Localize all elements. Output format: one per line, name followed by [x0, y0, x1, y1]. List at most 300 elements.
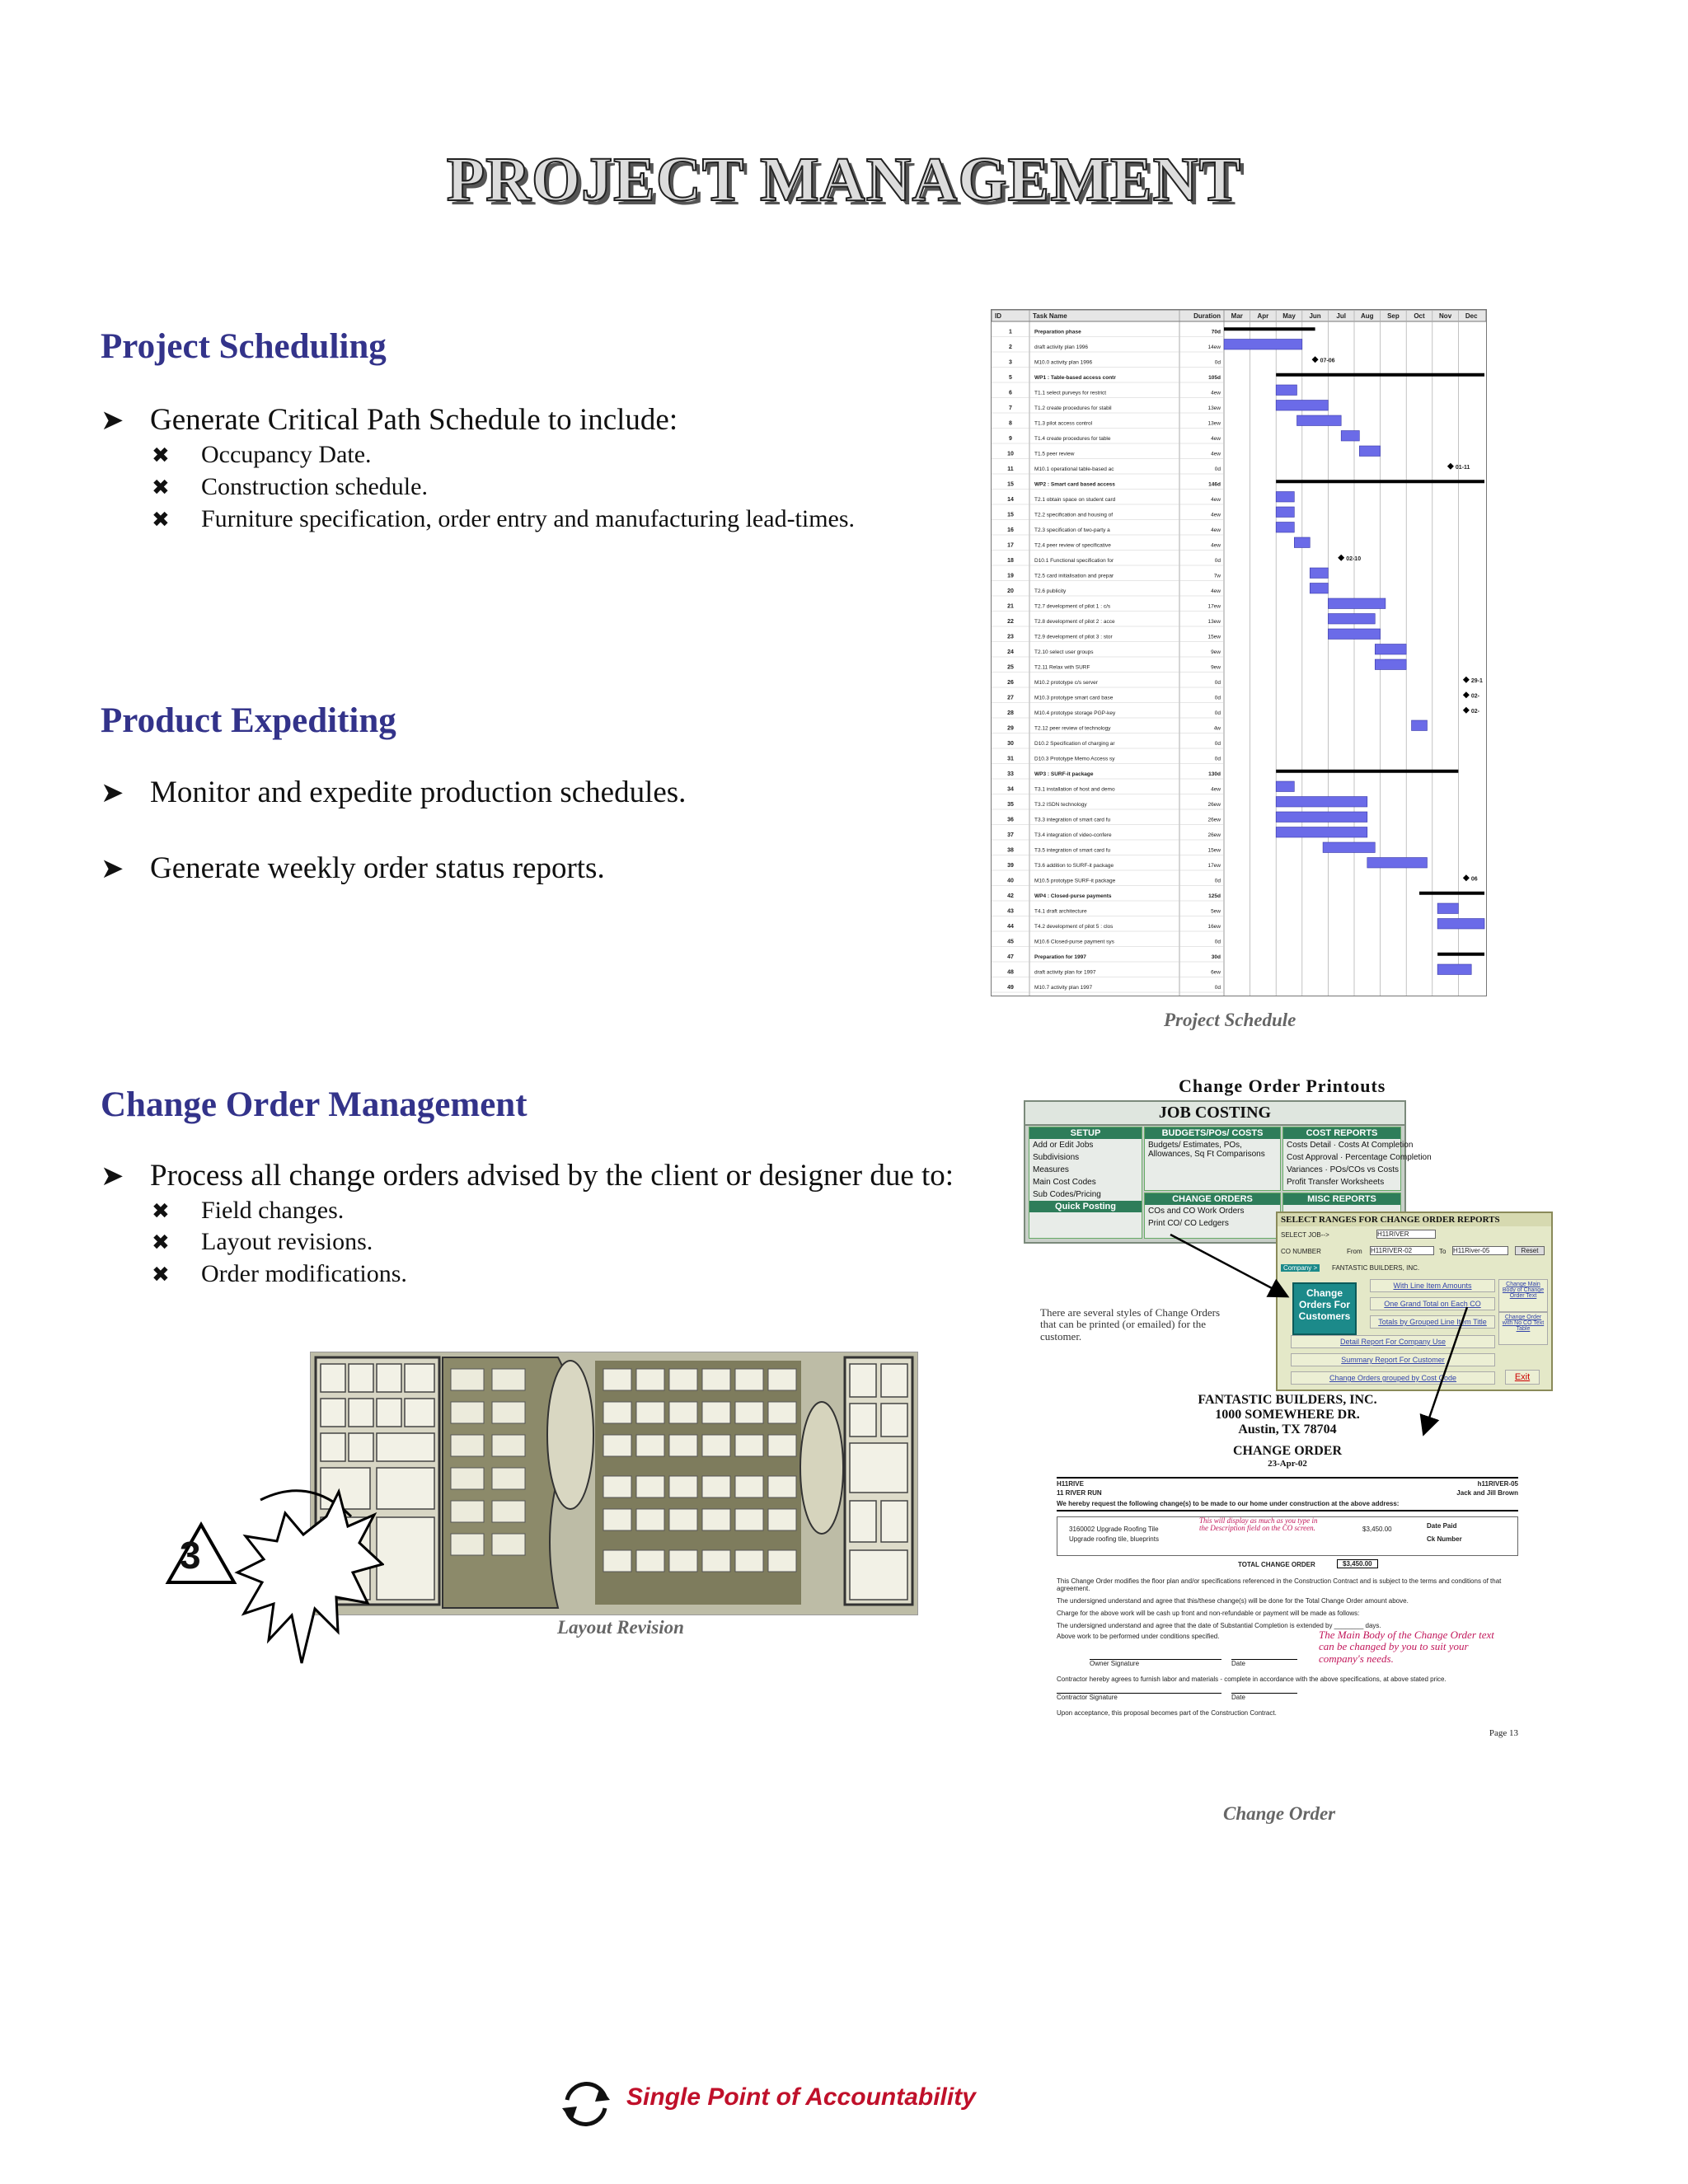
gantt-row-id: 43: [1007, 908, 1014, 915]
x-bullet-icon: ✖: [152, 1199, 170, 1223]
gantt-task-name: M10.2 prototype c/s server: [1034, 680, 1098, 686]
gantt-row-id: 42: [1007, 893, 1014, 899]
x-bullet-icon: ✖: [152, 443, 170, 467]
change-order-document: [1057, 1393, 1518, 1805]
gantt-task-bar: [1412, 720, 1428, 731]
gantt-summary-bar: [1276, 480, 1484, 483]
gantt-row-id: 30: [1007, 741, 1014, 747]
styles-note: There are several styles of Change Orders that can be printed (or emailed) for the customer.: [1040, 1306, 1221, 1343]
para-6: Contractor hereby agrees to furnish labor and materials - complete in accordance with the above specifications, at above stated price.: [1057, 1675, 1447, 1683]
gantt-task-name: T2.10 select user groups: [1034, 649, 1094, 655]
gantt-task-name: T2.9 development of pilot 3 : stor: [1034, 634, 1113, 640]
gantt-task-bar: [1276, 507, 1294, 518]
para-1: This Change Order modifies the floor plan and/or specifications referenced in the Construction Contract and is subject to the terms and conditions of that agreement.: [1057, 1577, 1502, 1592]
gantt-duration: 4ew: [1211, 542, 1221, 549]
cost-report-item[interactable]: Cost Approval · Percentage Completion: [1287, 1153, 1432, 1162]
gantt-row-id: 10: [1007, 451, 1014, 457]
gantt-milestone-marker: [1463, 707, 1470, 714]
expediting-bullet-2: ➤ Generate weekly order status reports.: [101, 851, 605, 885]
expediting-bullet-1: ➤ Monitor and expedite production schedules.: [101, 776, 687, 809]
cost-report-item[interactable]: Variances · POs/COs vs Costs: [1287, 1165, 1399, 1174]
gantt-task-name: draft activity plan for 1997: [1034, 969, 1096, 976]
owner-signature: Owner Signature: [1090, 1659, 1221, 1667]
line-item: 3160002 Upgrade Roofing Tile: [1069, 1526, 1159, 1533]
budgets-button[interactable]: Budgets/ Estimates, POs, Allowances, Sq Ft Comparisons: [1148, 1141, 1265, 1159]
scheduling-sub-2: ✖ Construction schedule.: [152, 473, 428, 500]
gantt-duration: 0d: [1214, 558, 1221, 564]
gantt-duration-header: Duration: [1193, 312, 1221, 320]
gantt-task-name: T3.4 integration of video-confere: [1034, 832, 1112, 838]
gantt-milestone-label: 06: [1470, 876, 1478, 883]
gantt-duration: 13ew: [1207, 619, 1221, 625]
gantt-task-bar: [1328, 614, 1375, 625]
arrow-bullet-icon: ➤: [101, 1161, 124, 1192]
gantt-task-name: M10.7 activity plan 1997: [1034, 985, 1093, 991]
para-7: Upon acceptance, this proposal becomes part of the Construction Contract.: [1057, 1709, 1277, 1717]
gantt-task-bar: [1437, 964, 1471, 975]
summary-report-button[interactable]: Summary Report For Customer: [1291, 1353, 1495, 1366]
expediting-heading: Product Expediting: [101, 701, 396, 740]
gantt-task-name: T2.6 publicity: [1034, 588, 1067, 594]
gantt-task-bar: [1328, 598, 1386, 609]
gantt-task-name: T2.1 obtain space on student card: [1034, 497, 1116, 503]
gantt-milestone-label: 29-1: [1470, 677, 1483, 684]
page-number: Page 13: [1489, 1728, 1518, 1738]
grouped-title-button[interactable]: Totals by Grouped Line Item Title: [1370, 1315, 1495, 1329]
gantt-duration: 4ew: [1211, 512, 1221, 518]
gantt-row-id: 38: [1007, 847, 1014, 854]
gantt-duration: 7w: [1213, 573, 1221, 579]
gantt-month-label: Apr: [1257, 312, 1269, 320]
document-title: CHANGE ORDER: [1232, 1444, 1342, 1458]
ck-number-label: Ck Number: [1427, 1535, 1462, 1543]
company-address-1: 1000 SOMEWHERE DR.: [1215, 1408, 1360, 1422]
gantt-row-id: 20: [1007, 588, 1014, 594]
gantt-row-id: 31: [1007, 756, 1014, 762]
gantt-task-bar: [1294, 537, 1310, 548]
gantt-task-bar: [1367, 858, 1428, 869]
gantt-task-name: WP4 : Closed-purse payments: [1034, 893, 1112, 899]
gantt-row-id: 39: [1007, 863, 1014, 869]
company-address-2: Austin, TX 78704: [1238, 1422, 1337, 1436]
gantt-task-name: M10.6 Closed-purse payment sys: [1034, 939, 1114, 945]
arrow-bullet-icon: ➤: [101, 778, 124, 808]
gantt-id-header: ID: [995, 312, 1001, 320]
gantt-duration: 125d: [1208, 893, 1221, 899]
setup-item[interactable]: Main Cost Codes: [1033, 1178, 1096, 1187]
gantt-task-bar: [1359, 446, 1380, 457]
contractor-date: Date: [1231, 1693, 1297, 1701]
gantt-duration: 4ew: [1211, 390, 1221, 396]
line-amount: $3,450.00: [1362, 1526, 1392, 1533]
select-job-label: SELECT JOB-->: [1281, 1231, 1329, 1239]
gantt-duration: 0d: [1214, 695, 1221, 701]
scheduling-heading: Project Scheduling: [101, 327, 387, 366]
gantt-task-name: T2.5 card initialisation and prepar: [1034, 573, 1114, 579]
line-item-sub: Upgrade roofing tile, blueprints: [1069, 1535, 1159, 1543]
budgets-panel: [1144, 1127, 1281, 1191]
gantt-task-name: T3.5 integration of smart card fu: [1034, 847, 1111, 854]
gantt-row-id: 5: [1009, 375, 1012, 381]
job-code: H11RIVE: [1057, 1480, 1084, 1488]
gantt-task-name: D10.3 Prototype Memo Access sy: [1034, 756, 1115, 762]
change-order-sub-3: ✖ Order modifications.: [152, 1260, 407, 1287]
gantt-milestone-label: 02-: [1470, 708, 1480, 715]
gantt-duration: 17ew: [1207, 863, 1221, 869]
grouped-cost-code-button[interactable]: Change Orders grouped by Cost Code: [1291, 1371, 1495, 1385]
gantt-task-name: WP3 : SURF-it package: [1034, 771, 1094, 777]
printouts-title: Change Order Printouts: [1179, 1076, 1386, 1096]
scheduling-sub-1: ✖ Occupancy Date.: [152, 441, 372, 468]
gantt-task-name: T2.7 development of pilot 1 : c/s: [1034, 603, 1111, 610]
gantt-task-name: WP2 : Smart card based access: [1034, 481, 1115, 488]
gantt-row-id: 29: [1007, 725, 1014, 732]
gantt-task-name: T2.4 peer review of specificative: [1034, 542, 1111, 549]
gantt-task-name: M10.1 operational table-based ac: [1034, 466, 1114, 472]
gantt-duration: 146d: [1208, 481, 1221, 488]
gantt-duration: 0d: [1214, 710, 1221, 716]
gantt-task-name: T3.3 integration of smart card fu: [1034, 817, 1111, 823]
change-order-sub-2: ✖ Layout revisions.: [152, 1228, 373, 1255]
gantt-milestone-label: 02-10: [1346, 555, 1362, 562]
exit-button[interactable]: Exit: [1505, 1370, 1540, 1385]
gantt-row-id: 7: [1009, 405, 1012, 411]
co-code: h11RIVER-05: [1477, 1480, 1518, 1488]
description-note: This will display as much as you type in the Description field on the CO screen.: [1199, 1516, 1318, 1533]
gantt-month-label: Sep: [1387, 312, 1400, 320]
gantt-row-id: 17: [1007, 542, 1014, 549]
gantt-duration: 0d: [1214, 756, 1221, 762]
gantt-row-id: 44: [1007, 924, 1014, 930]
gantt-duration: 13ew: [1207, 420, 1221, 427]
co-number-label: CO NUMBER: [1281, 1248, 1321, 1255]
change-order-caption: Change Order: [1223, 1803, 1336, 1824]
gantt-task-name: D10.2 Specification of charging ar: [1034, 741, 1115, 747]
gantt-duration: 9ew: [1211, 649, 1221, 655]
gantt-milestone-marker: [1463, 677, 1470, 683]
gantt-duration: 130d: [1208, 771, 1221, 777]
gantt-task-name: T1.3 pilot access control: [1034, 420, 1093, 427]
gantt-month-label: Jul: [1336, 312, 1346, 320]
arrow-bullet-icon: ➤: [101, 405, 124, 436]
gantt-task-name: T1.4 create procedures for table: [1034, 436, 1111, 442]
gantt-row-id: 24: [1007, 649, 1014, 655]
company-name: FANTASTIC BUILDERS, INC.: [1198, 1393, 1377, 1407]
gantt-task-bar: [1341, 431, 1359, 442]
gantt-task-name: T1.1 select purveys for restrict: [1034, 390, 1107, 396]
gantt-task-bar: [1276, 812, 1367, 823]
gantt-duration: 0d: [1214, 466, 1221, 472]
company-value: FANTASTIC BUILDERS, INC.: [1332, 1264, 1420, 1272]
gantt-duration: 0d: [1214, 359, 1221, 366]
gantt-task-name: Preparation for 1997: [1034, 954, 1086, 960]
gantt-milestone-marker: [1338, 555, 1344, 561]
gantt-month-label: Oct: [1414, 312, 1425, 320]
gantt-duration: 15ew: [1207, 634, 1221, 640]
gantt-row-id: 15: [1007, 481, 1014, 488]
setup-item[interactable]: Sub Codes/Pricing: [1033, 1190, 1101, 1199]
para-5: Above work to be performed under conditions specified.: [1057, 1633, 1220, 1640]
gantt-task-name: M10.5 prototype SURF-it package: [1034, 878, 1116, 884]
gantt-month-label: Mar: [1231, 312, 1243, 320]
gantt-milestone-marker: [1463, 691, 1470, 698]
gantt-month-label: Jun: [1309, 312, 1321, 320]
gantt-summary-bar: [1437, 953, 1484, 956]
date-paid-label: Date Paid: [1427, 1522, 1457, 1530]
detail-report-button[interactable]: Detail Report For Company Use: [1291, 1335, 1495, 1348]
gantt-task-name: WP1 : Table-based access contr: [1034, 375, 1116, 381]
gantt-milestone-label: 07-06: [1320, 358, 1335, 364]
x-bullet-icon: ✖: [152, 476, 170, 499]
gantt-row-id: 11: [1007, 466, 1014, 472]
gantt-milestone-marker: [1463, 874, 1470, 881]
gantt-duration: 0d: [1214, 878, 1221, 884]
arrow-bullet-icon: ➤: [101, 854, 124, 884]
layout-caption: Layout Revision: [557, 1617, 684, 1638]
from-label: From: [1347, 1248, 1362, 1255]
page-title: PROJECT MANAGEMENT: [446, 145, 1242, 214]
misc-reports-header: MISC REPORTS: [1283, 1193, 1400, 1205]
gantt-task-bar: [1437, 919, 1484, 930]
gantt-row-id: 15: [1007, 512, 1014, 518]
gantt-row-id: 35: [1007, 802, 1014, 808]
gantt-duration: 26ew: [1207, 817, 1221, 823]
gantt-milestone-marker: [1447, 463, 1454, 470]
to-label: To: [1439, 1248, 1447, 1255]
cost-reports-header: COST REPORTS: [1283, 1127, 1400, 1139]
gantt-duration: 4ew: [1211, 588, 1221, 594]
owner-date: Date: [1231, 1659, 1297, 1667]
cost-reports-panel: [1282, 1127, 1432, 1191]
project-schedule-gantt: [991, 309, 1487, 996]
gantt-duration: 0d: [1214, 939, 1221, 945]
gantt-task-bar: [1276, 401, 1328, 411]
gantt-row-id: 14: [1007, 497, 1014, 503]
cost-report-item[interactable]: Costs Detail · Costs At Completion: [1287, 1141, 1414, 1150]
para-4: The undersigned understand and agree that the date of Substantial Completion is extended by ________ days.: [1057, 1622, 1381, 1629]
gantt-row-id: 16: [1007, 527, 1014, 533]
gantt-summary-bar: [1224, 327, 1315, 330]
gantt-duration: 0d: [1214, 680, 1221, 686]
gantt-duration: 9ew: [1211, 664, 1221, 671]
gantt-duration: 4ew: [1211, 527, 1221, 533]
cycle-arrows-icon: [557, 2075, 615, 2133]
with-line-item-button[interactable]: With Line Item Amounts: [1370, 1279, 1495, 1292]
cos-work-orders-button[interactable]: COs and CO Work Orders: [1148, 1207, 1245, 1216]
gantt-duration: 16ew: [1207, 924, 1221, 930]
x-bullet-icon: ✖: [152, 1230, 170, 1254]
layout-badge-number: 3: [180, 1534, 201, 1577]
ranges-title: SELECT RANGES FOR CHANGE ORDER REPORTS: [1278, 1213, 1551, 1226]
to-select[interactable]: H11River-05: [1452, 1246, 1508, 1255]
gantt-task-bar: [1276, 492, 1294, 503]
gantt-task-bar: [1276, 523, 1294, 533]
gantt-row-id: 6: [1009, 390, 1012, 396]
gantt-duration: 30d: [1211, 954, 1221, 960]
change-main-body-button[interactable]: Change Main Body of Change Order Text: [1498, 1279, 1548, 1312]
main-body-note: The Main Body of the Change Order text can be changed by you to suit your company's needs.: [1319, 1629, 1494, 1665]
gantt-task-name: T4.2 development of pilot 5 : clos: [1034, 924, 1114, 930]
job-costing-title: JOB COSTING: [1025, 1102, 1404, 1126]
gantt-task-name: T2.12 peer review of technology: [1034, 725, 1111, 732]
gantt-month-label: Aug: [1361, 312, 1374, 320]
gantt-duration: 17ew: [1207, 603, 1221, 610]
gantt-task-bar: [1276, 385, 1296, 396]
gantt-task-bar: [1375, 659, 1406, 670]
gantt-milestone-label: 01-11: [1455, 464, 1470, 471]
gantt-duration: 4ew: [1211, 436, 1221, 442]
gantt-task-name: T2.8 development of pilot 2 : acce: [1034, 619, 1115, 625]
gantt-task-bar: [1323, 842, 1375, 853]
gantt-row-id: 36: [1007, 817, 1014, 823]
gantt-task-name: T2.2 specification and housing of: [1034, 512, 1114, 518]
scheduling-sub-3: ✖ Furniture specification, order entry and manufacturing lead-times.: [152, 505, 856, 532]
gantt-duration: 4ew: [1211, 451, 1221, 457]
gantt-summary-bar: [1276, 770, 1458, 773]
gantt-task-bar: [1276, 781, 1294, 792]
client-name: Jack and Jill Brown: [1456, 1489, 1518, 1497]
gantt-row-id: 21: [1007, 603, 1014, 610]
gantt-row-id: 22: [1007, 619, 1014, 625]
gantt-row-id: 19: [1007, 573, 1014, 579]
request-line: We hereby request the following change(s) to be made to our home under construction at the above address:: [1057, 1500, 1518, 1511]
orders-for-customers-label: Change Orders For Customers: [1292, 1282, 1357, 1335]
gantt-milestone-label: 02-: [1470, 693, 1480, 700]
gantt-row-id: 25: [1007, 664, 1014, 671]
gantt-task-name: M10.4 prototype storage PGP-key: [1034, 710, 1116, 716]
gantt-task-name: T4.1 draft architecture: [1034, 908, 1087, 915]
reset-button[interactable]: Reset: [1515, 1246, 1545, 1255]
gantt-task-name: D10.1 Functional specification for: [1034, 558, 1114, 564]
gantt-duration: 15ew: [1207, 847, 1221, 854]
job-select[interactable]: H11RIVER: [1376, 1230, 1436, 1239]
change-orders-header: CHANGE ORDERS: [1145, 1193, 1280, 1205]
gantt-duration: 13ew: [1207, 405, 1221, 411]
gantt-row-id: 47: [1007, 954, 1014, 960]
gantt-task-name: T1.5 peer review: [1034, 451, 1075, 457]
gantt-task-bar: [1375, 644, 1406, 655]
gantt-row-id: 27: [1007, 695, 1014, 701]
gantt-task-name: Preparation phase: [1034, 329, 1081, 335]
gantt-row-id: 45: [1007, 939, 1014, 945]
gantt-row-id: 26: [1007, 680, 1014, 686]
total-amount: $3,450.00: [1337, 1559, 1378, 1568]
setup-item[interactable]: Add or Edit Jobs: [1033, 1141, 1094, 1150]
grand-total-button[interactable]: One Grand Total on Each CO: [1370, 1297, 1495, 1310]
gantt-row-id: 28: [1007, 710, 1014, 716]
change-order-bullet: ➤ Process all change orders advised by the client or designer due to:: [101, 1159, 954, 1193]
gantt-task-name: draft activity plan 1996: [1034, 344, 1089, 350]
footer-tagline: Single Point of Accountability: [626, 2083, 976, 2111]
scheduling-bullet: ➤ Generate Critical Path Schedule to include:: [101, 403, 678, 437]
floor-plan-image: [310, 1352, 918, 1615]
gantt-month-label: Nov: [1439, 312, 1452, 320]
gantt-task-bar: [1310, 583, 1328, 594]
gantt-duration: 105d: [1208, 375, 1221, 381]
cost-report-item[interactable]: Profit Transfer Worksheets: [1287, 1178, 1385, 1187]
gantt-duration: 6ew: [1211, 969, 1221, 976]
setup-header: SETUP: [1029, 1127, 1142, 1139]
gantt-task-name: T2.11 Relax with SURF: [1034, 664, 1090, 671]
gantt-milestone-marker: [1312, 356, 1319, 363]
gantt-row-id: 2: [1009, 344, 1012, 350]
gantt-duration: 4w: [1213, 725, 1221, 732]
gantt-task-bar: [1437, 903, 1458, 914]
gantt-task-name: T3.6 addition to SURF-it package: [1034, 863, 1114, 869]
gantt-task-name: T1.2 create procedures for stabil: [1034, 405, 1112, 411]
quick-posting-button[interactable]: Quick Posting: [1029, 1201, 1142, 1212]
gantt-row-id: 1: [1009, 329, 1012, 335]
setup-item[interactable]: Subdivisions: [1033, 1153, 1080, 1162]
gantt-row-id: 49: [1007, 985, 1014, 991]
print-co-ledgers-button[interactable]: Print CO/ CO Ledgers: [1148, 1219, 1229, 1228]
company-label: Company >: [1281, 1264, 1320, 1272]
gantt-task-name: T3.2 ISDN technology: [1034, 802, 1087, 808]
para-3: Charge for the above work will be cash up front and non-refundable or payment will be made as follows:: [1057, 1610, 1360, 1617]
gantt-duration: 0d: [1214, 985, 1221, 991]
gantt-duration: 4ew: [1211, 786, 1221, 793]
gantt-row-id: 3: [1009, 359, 1012, 366]
schedule-caption: Project Schedule: [1164, 1010, 1296, 1030]
gantt-duration: 5ew: [1211, 908, 1221, 915]
gantt-task-bar: [1328, 629, 1380, 640]
change-order-heading: Change Order Management: [101, 1085, 528, 1124]
gantt-task-bar: [1276, 827, 1367, 838]
gantt-row-id: 37: [1007, 832, 1014, 838]
gantt-task-bar: [1296, 415, 1341, 426]
gantt-task-name: T2.3 specification of two-party a: [1034, 527, 1110, 533]
gantt-task-name: M10.3 prototype smart card base: [1034, 695, 1114, 701]
gantt-row-id: 23: [1007, 634, 1014, 640]
gantt-row-id: 8: [1009, 420, 1012, 427]
setup-item[interactable]: Measures: [1033, 1165, 1069, 1174]
gantt-summary-bar: [1276, 373, 1484, 377]
gantt-month-label: May: [1282, 312, 1296, 320]
budgets-header: BUDGETS/POs/ COSTS: [1145, 1127, 1280, 1139]
gantt-task-bar: [1276, 797, 1367, 808]
gantt-row-id: 34: [1007, 786, 1014, 793]
gantt-duration: 26ew: [1207, 832, 1221, 838]
gantt-row-id: 33: [1007, 771, 1014, 777]
gantt-task-header: Task Name: [1033, 312, 1067, 320]
gantt-row-id: 40: [1007, 878, 1014, 884]
gantt-task-bar: [1310, 568, 1328, 579]
contractor-signature: Contractor Signature: [1057, 1693, 1221, 1701]
gantt-duration: 70d: [1211, 329, 1221, 335]
total-label: TOTAL CHANGE ORDER: [1238, 1561, 1315, 1568]
gantt-task-name: T3.1 installation of host and demo: [1034, 786, 1115, 793]
no-co-text-button[interactable]: Change Order with No CO Text Table: [1498, 1312, 1548, 1345]
gantt-duration: 14ew: [1207, 344, 1221, 350]
gantt-row-id: 48: [1007, 969, 1014, 976]
gantt-duration: 0d: [1214, 741, 1221, 747]
gantt-duration: 26ew: [1207, 802, 1221, 808]
x-bullet-icon: ✖: [152, 508, 170, 532]
document-date: 23-Apr-02: [1268, 1459, 1307, 1469]
gantt-row-id: 18: [1007, 558, 1014, 564]
gantt-month-label: Dec: [1465, 312, 1478, 320]
gantt-row-id: 9: [1009, 436, 1012, 442]
from-select[interactable]: H11RIVER-02: [1370, 1246, 1434, 1255]
job-name: 11 RIVER RUN: [1057, 1489, 1102, 1497]
gantt-summary-bar: [1419, 892, 1484, 895]
setup-panel: [1029, 1127, 1142, 1239]
gantt-task-bar: [1224, 340, 1302, 350]
gantt-duration: 4ew: [1211, 497, 1221, 503]
gantt-task-name: M10.0 activity plan 1996: [1034, 359, 1093, 366]
change-order-sub-1: ✖ Field changes.: [152, 1197, 345, 1224]
para-2: The undersigned understand and agree that this/these change(s) will be done for the Total Change Order amount above.: [1057, 1597, 1409, 1605]
